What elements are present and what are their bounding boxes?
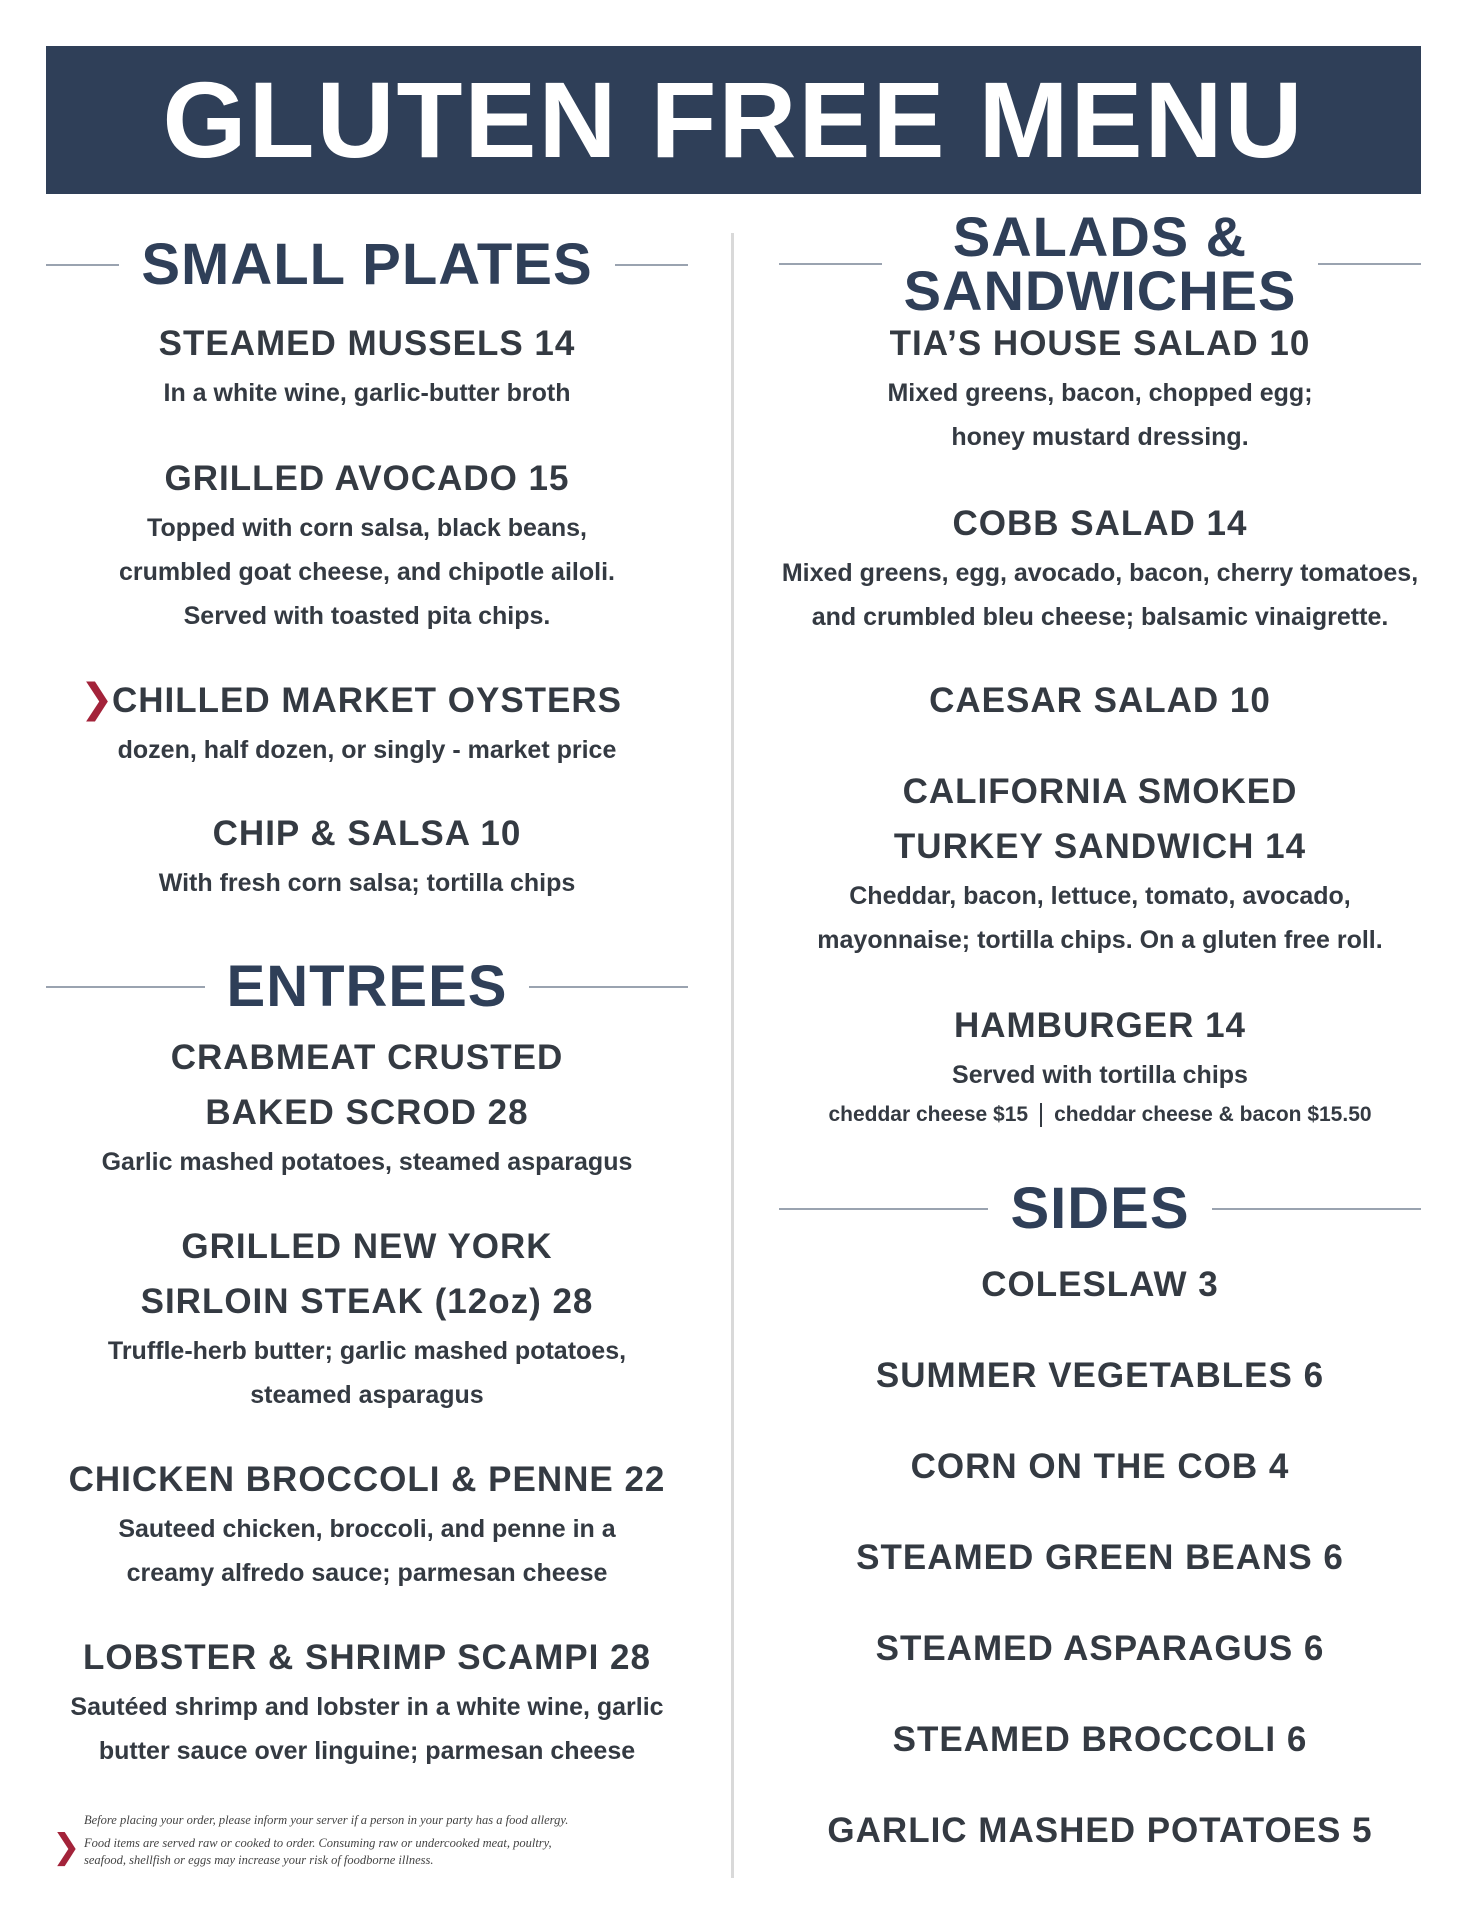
item-description: With fresh corn salsa; tortilla chips — [158, 869, 576, 897]
option-label: cheddar cheese $15 — [828, 1103, 1029, 1126]
item-description: butter sauce over linguine; parmesan cheese — [98, 1737, 636, 1765]
header-rule — [1212, 1208, 1421, 1210]
item-name: GARLIC MASHED POTATOES 5 — [827, 1811, 1373, 1850]
menu-item — [779, 496, 1421, 639]
menu-item — [46, 1630, 688, 1773]
item-description: In a white wine, garlic-butter broth — [163, 379, 571, 407]
footnote-line: Food items are served raw or cooked to order. Consuming raw or undercooked meat, poultry, — [84, 1836, 552, 1850]
item-name: STEAMED ASPARAGUS 6 — [875, 1629, 1325, 1668]
side-item — [779, 1530, 1421, 1585]
header-rule — [615, 264, 688, 266]
menu-item — [46, 1452, 688, 1595]
header-rule — [46, 986, 205, 988]
section-header-sides — [779, 1176, 1421, 1241]
menu-item — [779, 764, 1421, 962]
item-name: CHILLED MARKET OYSTERS — [111, 681, 623, 720]
item-name: CHICKEN BROCCOLI & PENNE 22 — [68, 1460, 666, 1499]
header-rule — [46, 264, 119, 266]
item-description: Topped with corn salsa, black beans, — [147, 514, 587, 542]
item-description: Sauteed chicken, broccoli, and penne in a — [118, 1515, 616, 1543]
title-banner — [46, 46, 1421, 194]
section-header-small-plates — [46, 232, 688, 297]
footnote-line: Before placing your order, please inform your server if a person in your party has a food allergy. — [84, 1813, 569, 1827]
item-name: HAMBURGER 14 — [953, 1006, 1247, 1045]
item-name: STEAMED GREEN BEANS 6 — [856, 1538, 1344, 1577]
item-name: CHIP & SALSA 10 — [212, 814, 522, 853]
item-name: STEAMED MUSSELS 14 — [158, 324, 576, 363]
side-item — [779, 1439, 1421, 1494]
side-item — [779, 1803, 1421, 1858]
item-description: Sautéed shrimp and lobster in a white wine, garlic — [70, 1693, 664, 1721]
item-name: BAKED SCROD 28 — [205, 1093, 529, 1132]
item-description: crumbled goat cheese, and chipotle ailoli. — [119, 558, 615, 586]
item-name: SIRLOIN STEAK (12oz) 28 — [140, 1282, 594, 1321]
menu-item — [46, 451, 688, 638]
item-options — [779, 1097, 1421, 1133]
section-header-entrees — [46, 954, 688, 1019]
side-item — [779, 1621, 1421, 1676]
item-name: COBB SALAD 14 — [952, 504, 1248, 543]
menu-item — [779, 316, 1421, 459]
option-divider — [1040, 1103, 1042, 1127]
section-title: SMALL PLATES — [141, 232, 593, 297]
item-description: Served with toasted pita chips. — [183, 602, 551, 630]
item-name: GRILLED NEW YORK — [181, 1227, 553, 1266]
item-name: LOBSTER & SHRIMP SCAMPI 28 — [83, 1638, 651, 1677]
footnote-line: seafood, shellfish or eggs may increase your risk of foodborne illness. — [84, 1853, 434, 1867]
item-name: CORN ON THE COB 4 — [910, 1447, 1290, 1486]
header-rule — [529, 986, 688, 988]
side-item — [779, 1348, 1421, 1403]
item-name: CAESAR SALAD 10 — [929, 681, 1271, 720]
item-name: STEAMED BROCCOLI 6 — [892, 1720, 1308, 1759]
section-title — [882, 205, 1319, 322]
item-description: creamy alfredo sauce; parmesan cheese — [126, 1559, 608, 1587]
column-divider — [731, 233, 734, 1878]
menu-item — [46, 806, 688, 905]
header-rule — [1318, 263, 1421, 265]
item-description: honey mustard dressing. — [951, 423, 1249, 451]
item-name: CRABMEAT CRUSTED — [170, 1038, 564, 1077]
page-title: GLUTEN FREE MENU — [162, 59, 1305, 180]
item-name: SUMMER VEGETABLES 6 — [875, 1356, 1325, 1395]
item-name: COLESLAW 3 — [981, 1265, 1219, 1304]
item-description: Cheddar, bacon, lettuce, tomato, avocado, — [849, 882, 1351, 910]
item-description: steamed asparagus — [250, 1381, 484, 1409]
side-item — [779, 1257, 1421, 1312]
option-label: cheddar cheese & bacon $15.50 — [1054, 1103, 1372, 1126]
allergy-footnote — [84, 1812, 684, 1869]
section-title-line: SANDWICHES — [903, 259, 1297, 322]
chevron-right-icon: ❯ — [52, 1828, 81, 1866]
section-title: SIDES — [1010, 1176, 1190, 1241]
item-description: dozen, half dozen, or singly - market price — [117, 736, 617, 764]
item-name: GRILLED AVOCADO 15 — [164, 459, 570, 498]
item-description: Mixed greens, bacon, chopped egg; — [887, 379, 1313, 407]
menu-item — [46, 316, 688, 415]
chevron-right-icon: ❯ — [80, 677, 114, 721]
item-description: mayonnaise; tortilla chips. On a gluten free roll. — [817, 926, 1383, 954]
item-description: Truffle-herb butter; garlic mashed potatoes, — [107, 1337, 627, 1365]
item-name: TURKEY SANDWICH 14 — [893, 827, 1307, 866]
header-rule — [779, 1208, 988, 1210]
header-rule — [779, 263, 882, 265]
side-item — [779, 1712, 1421, 1767]
item-description: Served with tortilla chips — [952, 1061, 1248, 1089]
menu-item — [46, 673, 688, 772]
item-name: TIA’S HOUSE SALAD 10 — [889, 324, 1311, 363]
section-header-salads-sandwiches — [779, 205, 1421, 322]
item-description: Mixed greens, egg, avocado, bacon, cherry tomatoes, — [781, 559, 1419, 587]
item-name: CALIFORNIA SMOKED — [902, 772, 1298, 811]
section-title-line: SALADS & — [952, 205, 1248, 268]
section-title: ENTREES — [226, 954, 508, 1019]
menu-item — [46, 1030, 688, 1184]
item-description: Garlic mashed potatoes, steamed asparagus — [101, 1148, 633, 1176]
menu-item — [779, 673, 1421, 728]
menu-item — [46, 1219, 688, 1417]
menu-item — [779, 998, 1421, 1133]
item-description: and crumbled bleu cheese; balsamic vinaigrette. — [811, 603, 1389, 631]
